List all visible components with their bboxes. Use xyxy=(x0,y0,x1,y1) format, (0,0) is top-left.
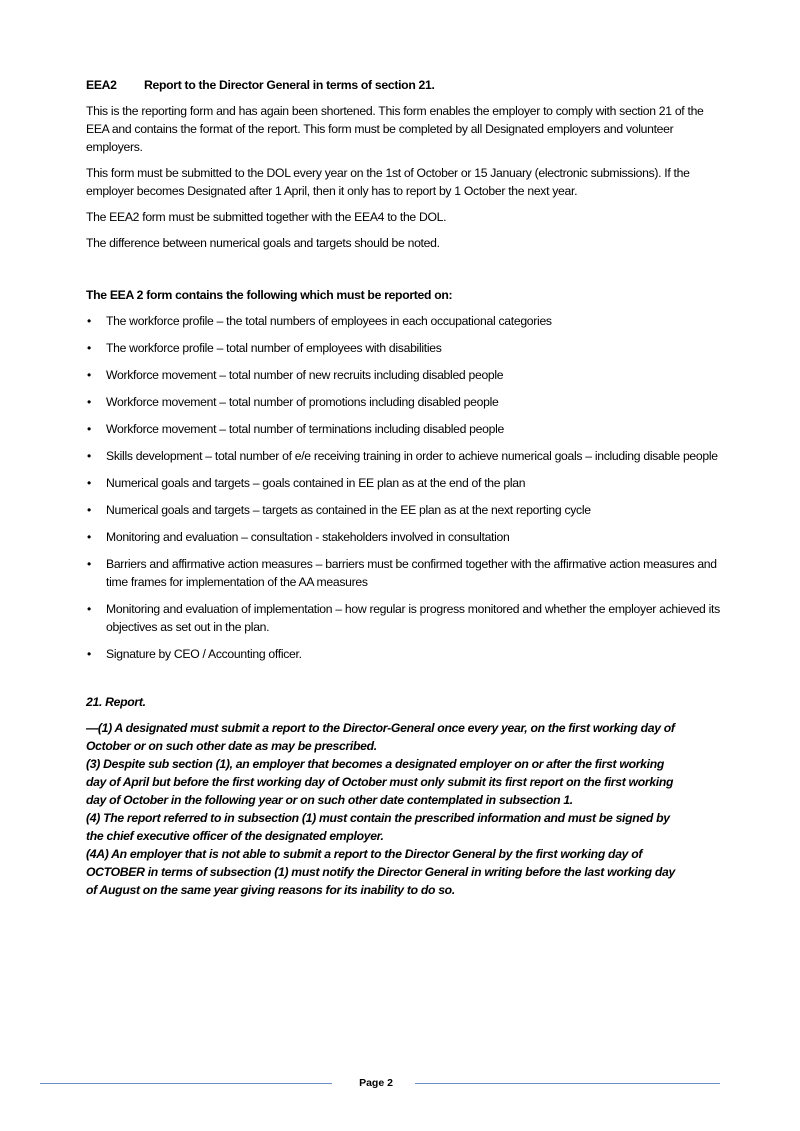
list-item xyxy=(86,645,726,663)
list-item xyxy=(86,474,726,492)
bullet-icon: • xyxy=(87,341,91,355)
list-item xyxy=(86,600,726,636)
law-paragraph: (4) The report referred to in subsection (1) must contain the prescribed information and must be signed by the chief executive officer of the designated employer. xyxy=(86,811,670,843)
list-item xyxy=(86,339,726,357)
footer-rule-left xyxy=(40,1083,332,1084)
bullet-icon: • xyxy=(87,476,91,490)
list-item-text: Workforce movement – total number of terminations including disabled people xyxy=(106,422,504,436)
intro-paragraph: This form must be submitted to the DOL every year on the 1st of October or 15 January (electronic submissions). If the employer becomes Designated after 1 April, then it only has to report by 1 October the next year. xyxy=(86,166,690,198)
bullet-icon: • xyxy=(87,503,91,517)
law-paragraphs xyxy=(86,719,676,899)
list-item-text: Signature by CEO / Accounting officer. xyxy=(106,647,302,661)
list-item-text: The workforce profile – the total numbers of employees in each occupational categories xyxy=(106,314,552,328)
list-item xyxy=(86,501,726,519)
page-number: Page 2 xyxy=(359,1077,393,1089)
bullet-icon: • xyxy=(87,557,91,571)
list-item xyxy=(86,447,726,465)
list-item-text: Skills development – total number of e/e receiving training in order to achieve numerical goals – including disable people xyxy=(106,449,718,463)
report-items-list xyxy=(86,312,726,663)
bullet-icon: • xyxy=(87,647,91,661)
list-item-text: Monitoring and evaluation – consultation - stakeholders involved in consultation xyxy=(106,530,510,544)
document-heading xyxy=(86,76,726,94)
bullet-icon: • xyxy=(87,602,91,616)
list-item-text: Barriers and affirmative action measures – barriers must be confirmed together with the affirmative action measures and time frames for implementation of the AA measures xyxy=(106,557,717,589)
list-title: The EEA 2 form contains the following which must be reported on: xyxy=(86,288,453,302)
bullet-icon: • xyxy=(87,395,91,409)
list-item-text: Numerical goals and targets – goals contained in EE plan as at the end of the plan xyxy=(106,476,526,490)
list-item xyxy=(86,555,726,591)
list-item xyxy=(86,312,726,330)
law-excerpt xyxy=(86,693,676,899)
list-item-text: The workforce profile – total number of employees with disabilities xyxy=(106,341,442,355)
bullet-icon: • xyxy=(87,368,91,382)
law-paragraph: (3) Despite sub section (1), an employer that becomes a designated employer on or after the first working day of April but before the first working day of October must only submit its first report on the first working day of October in the following year or on such other date contemplated in subsection 1. xyxy=(86,757,674,807)
footer-rule-right xyxy=(415,1083,720,1084)
list-item xyxy=(86,528,726,546)
intro-paragraph: The EEA2 form must be submitted together with the EEA4 to the DOL. xyxy=(86,210,447,224)
list-item xyxy=(86,366,726,384)
list-item xyxy=(86,393,726,411)
intro-section xyxy=(86,102,726,252)
bullet-icon: • xyxy=(87,422,91,436)
intro-paragraph: The difference between numerical goals and targets should be noted. xyxy=(86,236,440,250)
bullet-icon: • xyxy=(87,530,91,544)
form-code: EEA2 xyxy=(86,78,117,92)
bullet-icon: • xyxy=(87,314,91,328)
document-page xyxy=(86,76,726,899)
law-paragraph: —(1) A designated must submit a report to the Director-General once every year, on the first working day of October or on such other date as may be prescribed. xyxy=(86,721,675,753)
intro-paragraph: This is the reporting form and has again been shortened. This form enables the employer to comply with section 21 of the EEA and contains the format of the report. This form must be completed by all Designated employers and volunteer employers. xyxy=(86,104,704,154)
list-item-text: Workforce movement – total number of promotions including disabled people xyxy=(106,395,499,409)
page-footer xyxy=(40,1075,720,1091)
list-item-text: Workforce movement – total number of new recruits including disabled people xyxy=(106,368,504,382)
heading-title: Report to the Director General in terms of section 21. xyxy=(144,78,435,92)
list-item-text: Monitoring and evaluation of implementation – how regular is progress monitored and whether the employer achieved its objectives as set out in the plan. xyxy=(106,602,720,634)
law-paragraph: (4A) An employer that is not able to submit a report to the Director General by the first working day of OCTOBER in terms of subsection (1) must notify the Director General in writing before the last working day of August on the same year giving reasons for its inability to do so. xyxy=(86,847,675,897)
list-item-text: Numerical goals and targets – targets as contained in the EE plan as at the next reporting cycle xyxy=(106,503,591,517)
list-item xyxy=(86,420,726,438)
bullet-icon: • xyxy=(87,449,91,463)
law-title: 21. Report. xyxy=(86,695,146,709)
